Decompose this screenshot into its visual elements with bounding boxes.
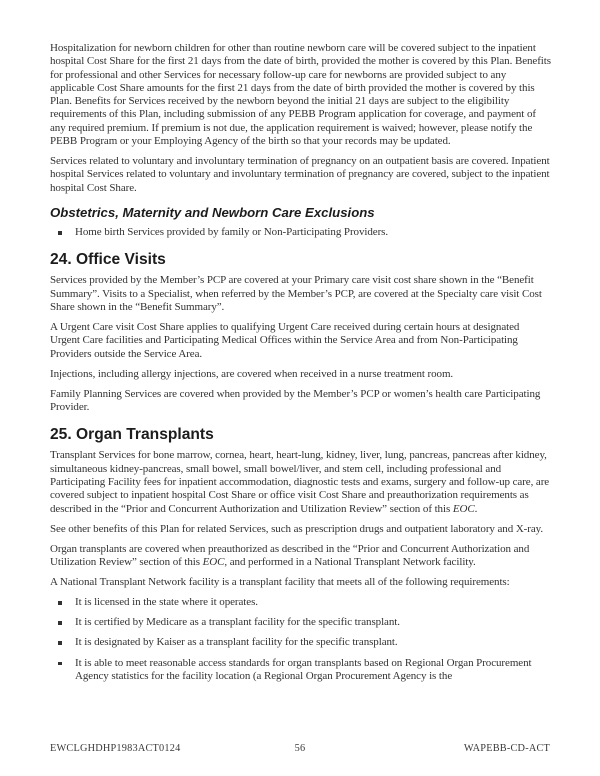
newborn-hospitalization-paragraph: Hospitalization for newborn children for other than routine newborn care will be covered subject to the inpatient hospital Cost Share for the first 21 days from the date of birth, provided the mother is covered by this Plan. Benefits for professional and other Services for necessary follow-up care for newborns are provided subject to any applicable Cost Share amounts for the first 21 days from the date of birth provided the mother is covered by this Plan. Benefits for Services received by the newborn beyond the initial 21 days are subject to the eligibility requirements of this Plan, including submission of any PEBB Program application for coverage, and payment of any required premium. If premium is not due, the application requirement is waived; however, please notify the PEBB Program or your Employing Agency of the birth so that your records may be updated.: [50, 42, 551, 148]
heading-office-visits: 24. Office Visits: [50, 251, 166, 269]
preauthorization-text-end: , and performed in a National Transplant Network facility.: [224, 556, 476, 569]
preauthorization-text: Organ transplants are covered when preauthorized as described in the “Prior and Concurrent Authorization and Utilization Review” section of this: [50, 542, 530, 569]
transplant-services-text-end: .: [474, 502, 478, 515]
preauthorization-paragraph: [50, 543, 551, 570]
list-item: [50, 226, 551, 239]
injections-paragraph: Injections, including allergy injections, are covered when received in a nurse treatment room.: [50, 367, 454, 380]
related-benefits-paragraph: See other benefits of this Plan for related Services, such as prescription drugs and outpatient laboratory and X-ray.: [50, 522, 544, 535]
list-item-text: It is able to meet reasonable access standards for organ transplants based on Regional Organ Procurement Agency statistics for the facility location (a Regional Organ Procurement Agency is the: [75, 656, 532, 682]
eoc-reference: EOC: [202, 556, 225, 569]
bullet-icon: [58, 662, 62, 666]
list-item-text: It is designated by Kaiser as a transplant facility for the specific transplant.: [75, 636, 398, 649]
heading-organ-transplants: 25. Organ Transplants: [50, 426, 214, 444]
footer-document-code: EWCLGHDHP1983ACT0124: [50, 743, 181, 754]
bullet-icon: [58, 601, 62, 605]
heading-obstetrics-exclusions: Obstetrics, Maternity and Newborn Care Exclusions: [50, 205, 375, 221]
page-content: [50, 42, 551, 690]
family-planning-paragraph: Family Planning Services are covered when provided by the Member’s PCP or women’s health care Participating Provider.: [50, 387, 541, 414]
list-item: [50, 616, 551, 629]
list-item: [50, 636, 551, 649]
network-requirements-paragraph: A National Transplant Network facility is a transplant facility that meets all of the following requirements:: [50, 576, 510, 589]
list-item-text: It is certified by Medicare as a transplant facility for the specific transplant.: [75, 616, 400, 629]
transplant-services-text: Transplant Services for bone marrow, cornea, heart, heart-lung, kidney, liver, lung, pancreas, pancreas after kidney, simultaneous kidney-pancreas, small bowel, small bowel/liver, and stem cell, including professional and Participating Facility fees for inpatient accommodation, diagnostic tests and exams, surgery and follow-up care, are covered subject to inpatient hospital Cost Share or office visit Cost Share and preauthorization requirements as described in the “Prior and Concurrent Authorization and Utilization Review” section of this: [50, 449, 550, 515]
bullet-icon: [58, 621, 62, 625]
transplant-services-paragraph: [50, 449, 551, 515]
bullet-icon: [58, 231, 62, 235]
footer-page-number: 56: [294, 743, 306, 754]
eoc-reference: EOC: [452, 502, 475, 515]
footer-plan-code: WAPEBB-CD-ACT: [463, 743, 551, 754]
pregnancy-termination-paragraph: Services related to voluntary and involuntary termination of pregnancy on an outpatient basis are covered. Inpatient hospital Services related to voluntary and involuntary termination of pregnancy are covered, subject to the inpatient hospital Cost Share.: [50, 155, 550, 194]
urgent-care-paragraph: A Urgent Care visit Cost Share applies to qualifying Urgent Care received during certain hours at designated Urgent Care facilities and Participating Medical Offices within the Service Area and from Non-Participating Providers outside the Service Area.: [50, 321, 520, 360]
list-item-text: It is licensed in the state where it operates.: [75, 596, 258, 609]
bullet-icon: [58, 641, 62, 645]
list-item: [50, 596, 551, 609]
pcp-visits-paragraph: Services provided by the Member’s PCP are covered at your Primary care visit cost share shown in the “Benefit Summary”. Visits to a Specialist, when referred by the Member’s PCP, are covered at the Specialty care visit Cost Share shown in the “Benefit Summary”.: [50, 274, 542, 313]
list-item: [50, 657, 551, 684]
list-item-text: Home birth Services provided by family or Non-Participating Providers.: [75, 226, 389, 239]
page-footer: [50, 743, 550, 754]
